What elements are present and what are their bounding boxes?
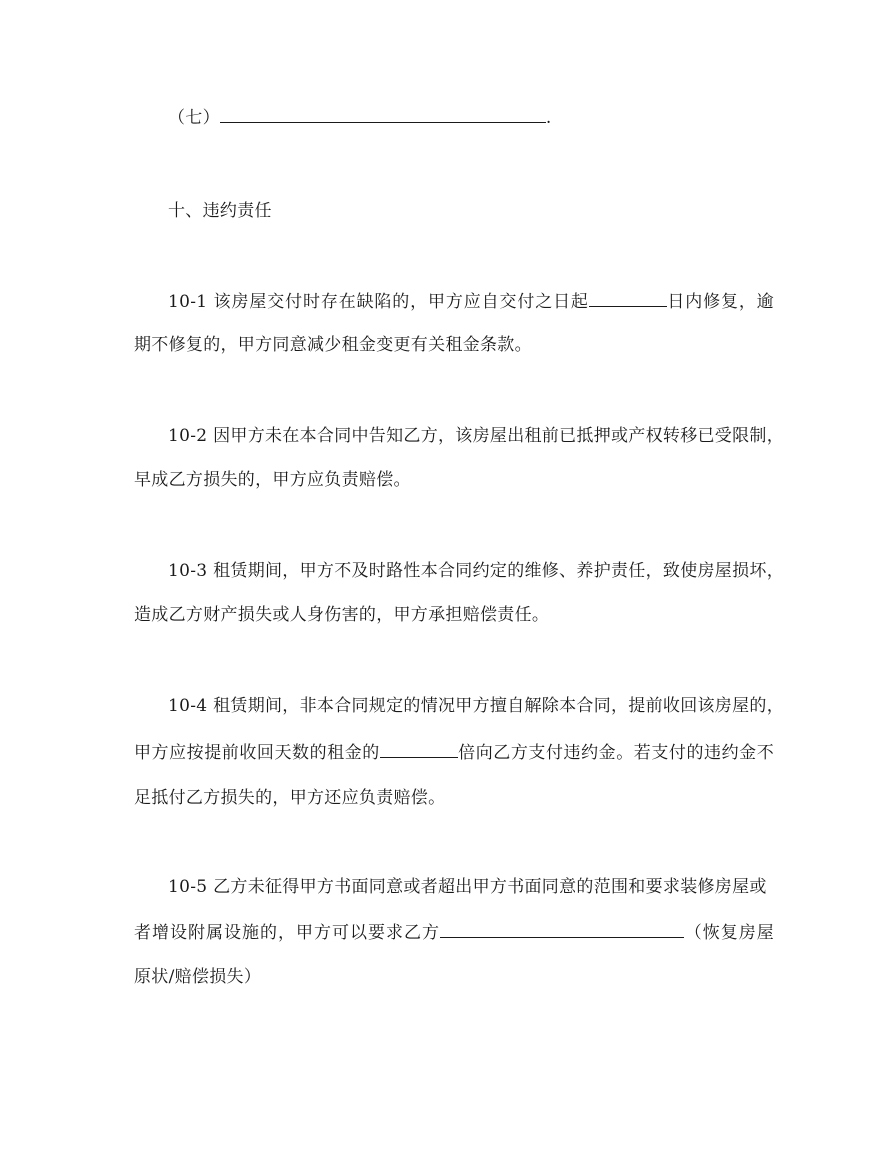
clause-10-4-text-a: 甲方应按提前收回天数的租金的 — [134, 743, 380, 763]
clause-10-1-line-1 — [168, 290, 774, 313]
section-title: 十、违约责任 — [168, 201, 272, 221]
clause-10-4-line-3: 足抵付乙方损失的，甲方还应负责赔偿。 — [134, 788, 446, 808]
clause-10-4-line-1: 10-4 租赁期间，非本合同规定的情况甲方擅自解除本合同，提前收回该房屋的， — [168, 696, 784, 716]
clause-10-5-line-2 — [134, 921, 774, 944]
clause-10-2-line-1: 10-2 因甲方未在本合同中告知乙方，该房屋出租前已抵押或产权转移已受限制， — [168, 426, 784, 446]
clause-10-4-line-2 — [134, 741, 774, 764]
clause-10-5-line-3: 原状/赔偿损失） — [134, 967, 262, 987]
item-7-suffix: . — [545, 108, 552, 128]
clause-10-5-text-b: （恢复房屋 — [684, 923, 774, 943]
clause-10-1-line-2: 期不修复的，甲方同意减少租金变更有关租金条款。 — [134, 335, 532, 355]
clause-10-1-blank — [589, 290, 667, 307]
clause-10-4-blank — [380, 741, 458, 758]
item-7-blank — [220, 106, 546, 123]
clause-10-4-text-b: 倍向乙方支付违约金。若支付的违约金不 — [457, 743, 774, 763]
clause-10-1-text-a: 10-1 该房屋交付时存在缺陷的，甲方应自交付之日起 — [168, 292, 589, 312]
clause-10-5-text-a: 者增设附属设施的，甲方可以要求乙方 — [134, 923, 440, 943]
clause-10-2-line-2: 早成乙方损失的，甲方应负责赔偿。 — [134, 470, 411, 490]
item-7-prefix: （七） — [168, 108, 220, 128]
clause-10-5-blank — [440, 921, 684, 938]
item-7-line — [168, 106, 774, 129]
clause-10-1-text-b: 日内修复，逾 — [666, 292, 774, 312]
clause-10-5-line-1: 10-5 乙方未征得甲方书面同意或者超出甲方书面同意的范围和要求装修房屋或 — [168, 877, 767, 897]
clause-10-3-line-1: 10-3 租赁期间，甲方不及时路性本合同约定的维修、养护责任，致使房屋损坏， — [168, 561, 784, 581]
clause-10-3-line-2: 造成乙方财产损失或人身伤害的，甲方承担赔偿责任。 — [134, 605, 550, 625]
